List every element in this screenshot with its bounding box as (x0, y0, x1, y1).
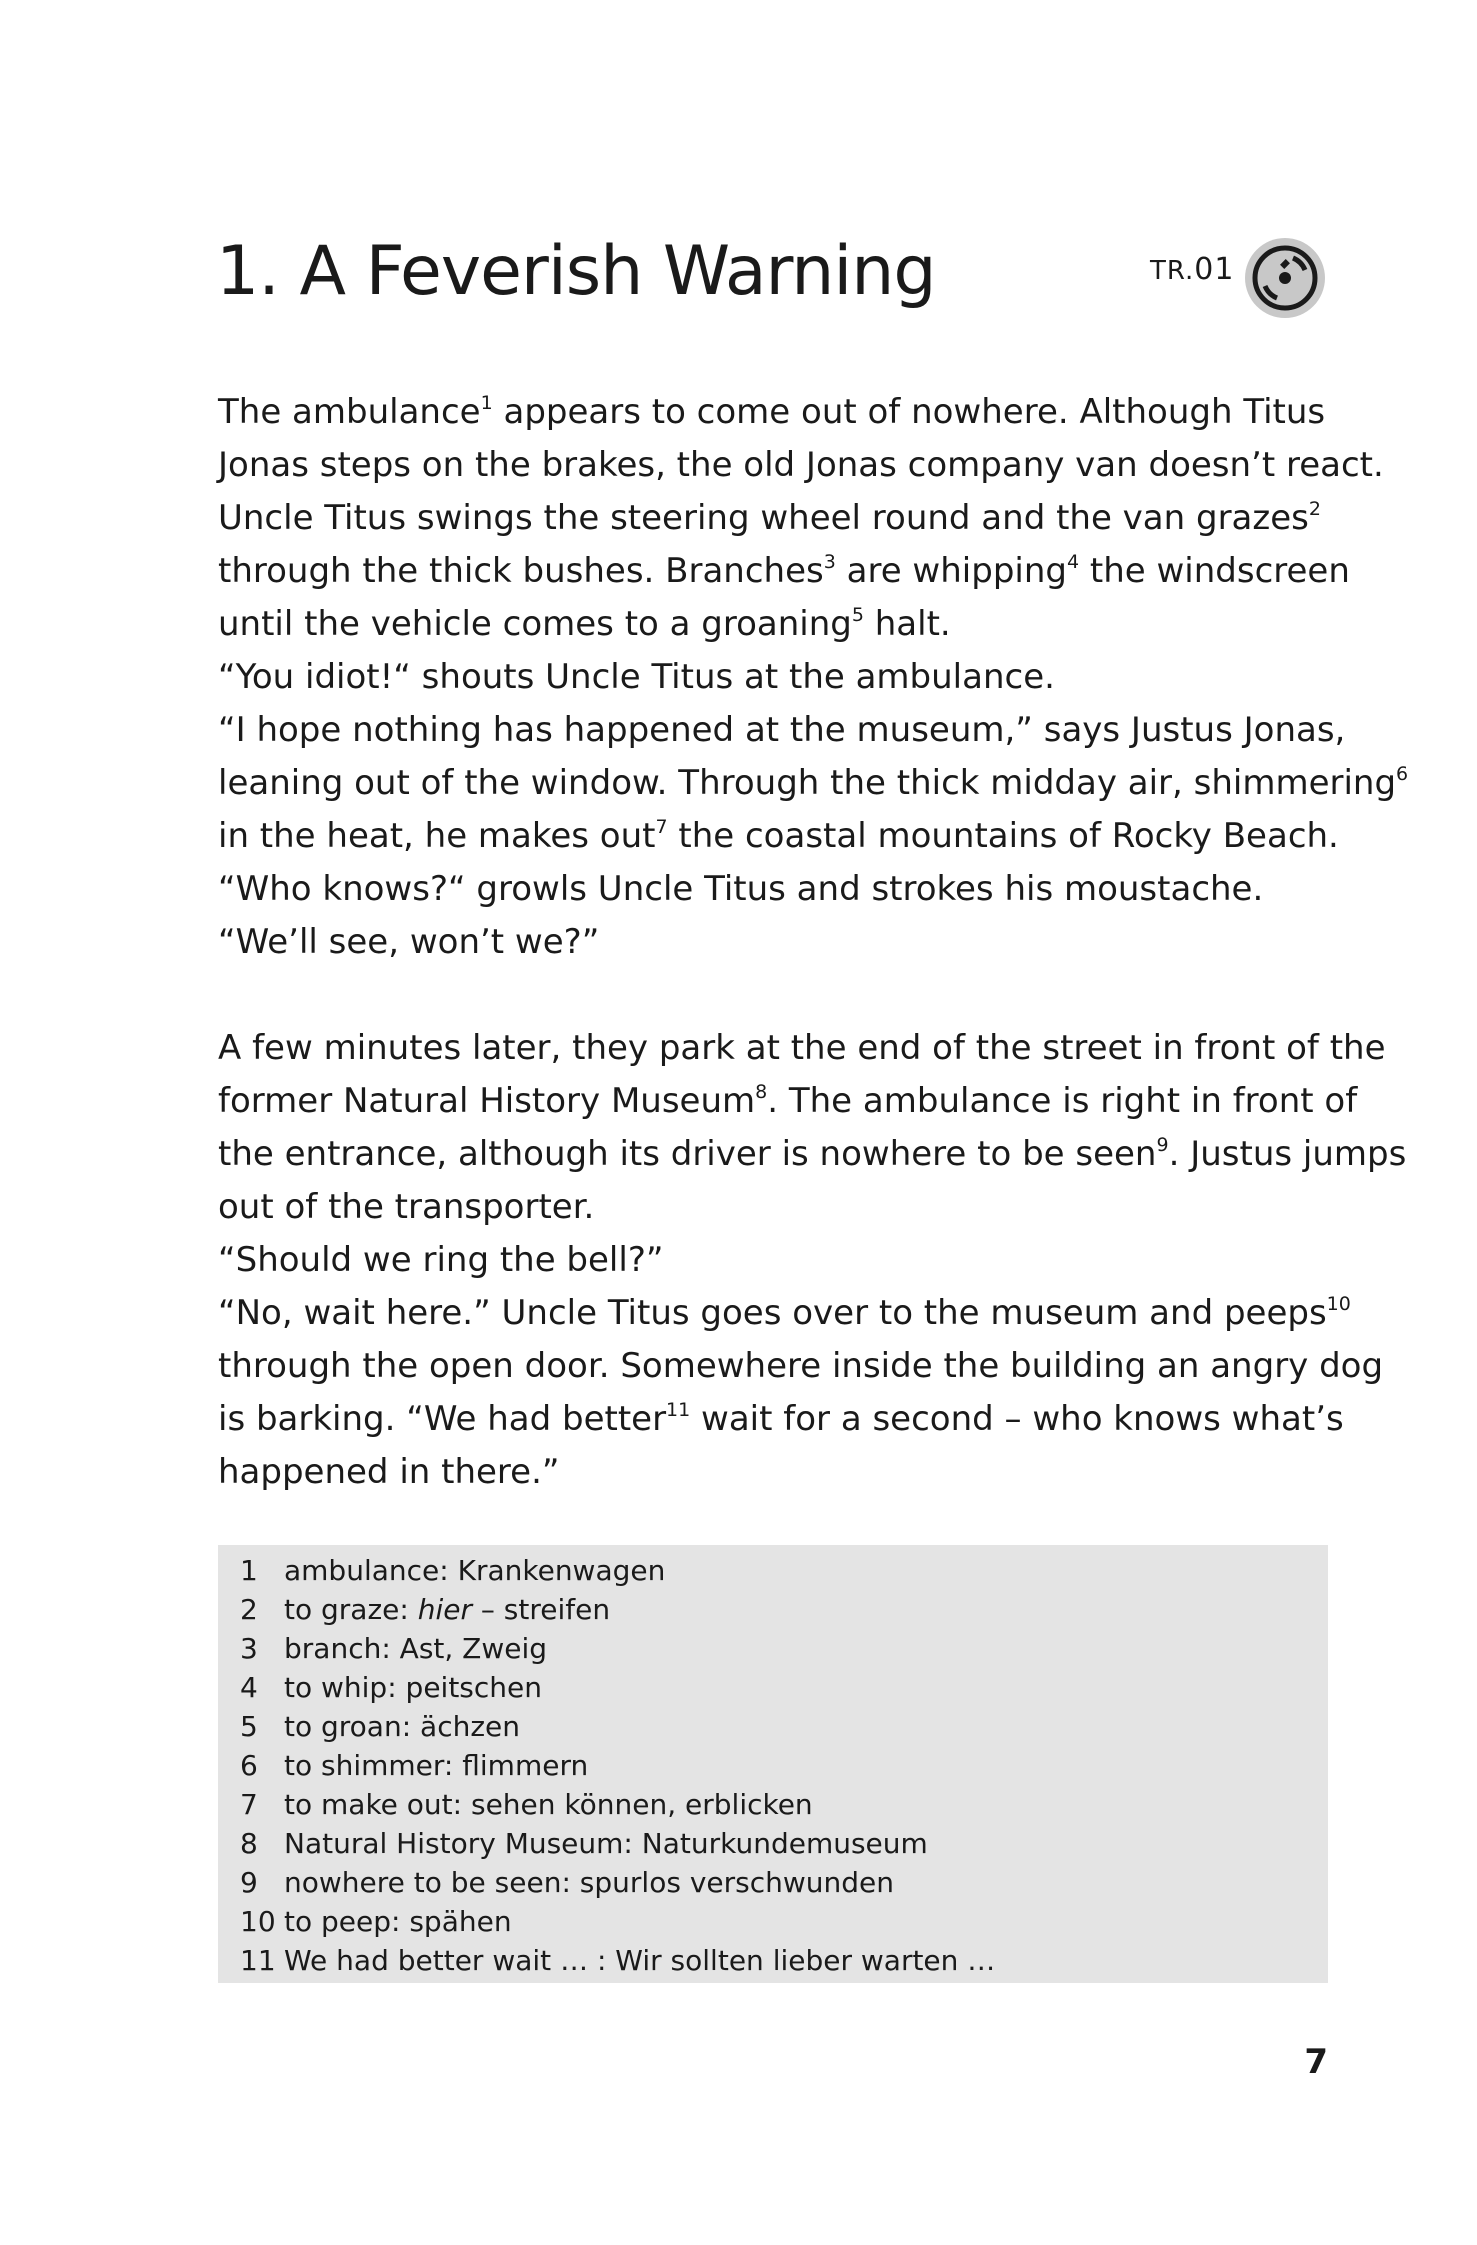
glossary-entry: ambulance: Krankenwagen (284, 1554, 666, 1587)
glossary-entry: We had better wait … : Wir sollten lieber warten … (284, 1944, 996, 1977)
text-line: The ambulance$^1$ appears to come out of nowhere. Although Titus (218, 392, 1326, 432)
glossary-entry: to peep: spähen (284, 1905, 512, 1938)
text-line: Jonas steps on the brakes, the old Jonas company van doesn’t react. (218, 445, 1384, 485)
text-line: in the heat, he makes out$^7$ the coastal mountains of Rocky Beach. (218, 816, 1339, 856)
glossary-item (240, 1863, 1328, 1902)
footnote-ref: 1 (480, 392, 493, 414)
text-line: through the open door. Somewhere inside the building an angry dog (218, 1346, 1384, 1386)
glossary-item (240, 1902, 1328, 1941)
glossary-number: 10 (240, 1905, 276, 1938)
glossary-number: 3 (240, 1632, 258, 1665)
glossary-number: 9 (240, 1866, 258, 1899)
glossary-item (240, 1590, 1328, 1629)
cd-icon (1243, 236, 1327, 320)
glossary-entry: branch: Ast, Zweig (284, 1632, 548, 1665)
text-line: out of the transporter. (218, 1187, 595, 1227)
glossary-item (240, 1668, 1328, 1707)
glossary-number: 7 (240, 1788, 258, 1821)
footnote-ref: 11 (666, 1399, 691, 1421)
text-line: A few minutes later, they park at the end of the street in front of the (218, 1028, 1386, 1068)
text-line: is barking. “We had better$^{11}$ wait for a second – who knows what’s (218, 1399, 1344, 1439)
glossary-entry: Natural History Museum: Naturkundemuseum (284, 1827, 928, 1860)
text-line: happened in there.” (218, 1452, 560, 1492)
text-line: “Should we ring the bell?” (218, 1240, 664, 1280)
glossary-entry: to groan: ächzen (284, 1710, 521, 1743)
glossary-item (240, 1746, 1328, 1785)
track-indicator (1150, 250, 1234, 291)
story-text (218, 386, 1409, 1499)
glossary-number: 8 (240, 1827, 258, 1860)
glossary-item (240, 1941, 1328, 1980)
text-line: “I hope nothing has happened at the museum,” says Justus Jonas, (218, 710, 1346, 750)
text-line: the entrance, although its driver is nowhere to be seen$^9$. Justus jumps (218, 1134, 1407, 1174)
glossary-number: 1 (240, 1554, 258, 1587)
text-line: leaning out of the window. Through the thick midday air, shimmering$^6$ (218, 763, 1409, 803)
footnote-ref: 2 (1308, 498, 1321, 520)
text-line: “Who knows?“ growls Uncle Titus and strokes his moustache. (218, 869, 1264, 909)
text-line: “We’ll see, won’t we?” (218, 922, 600, 962)
glossary-number: 6 (240, 1749, 258, 1782)
track-number: 01 (1194, 252, 1235, 287)
text-line: “No, wait here.” Uncle Titus goes over to the museum and peeps$^{10}$ (218, 1293, 1351, 1333)
footnote-ref: 10 (1326, 1293, 1351, 1315)
glossary-item (240, 1551, 1328, 1590)
track-label: TR. (1150, 256, 1195, 286)
footnote-ref: 3 (823, 551, 836, 573)
page-number: 7 (1304, 2042, 1328, 2082)
glossary-item (240, 1785, 1328, 1824)
text-line: through the thick bushes. Branches$^3$ are whipping$^4$ the windscreen (218, 551, 1350, 591)
glossary-item (240, 1707, 1328, 1746)
text-line: until the vehicle comes to a groaning$^5$ halt. (218, 604, 951, 644)
glossary-number: 4 (240, 1671, 258, 1704)
glossary-italic: hier (417, 1593, 472, 1626)
glossary-entry: nowhere to be seen: spurlos verschwunden (284, 1866, 894, 1899)
text-line: former Natural History Museum$^8$. The ambulance is right in front of (218, 1081, 1358, 1121)
chapter-title: 1. A Feverish Warning (216, 232, 936, 311)
text-line: Uncle Titus swings the steering wheel round and the van grazes$^2$ (218, 498, 1321, 538)
footnote-ref: 8 (755, 1081, 768, 1103)
footnote-ref: 5 (851, 604, 864, 626)
glossary-entry: to shimmer: flimmern (284, 1749, 589, 1782)
glossary-entry: to make out: sehen können, erblicken (284, 1788, 813, 1821)
glossary-item (240, 1629, 1328, 1668)
glossary-item (240, 1824, 1328, 1863)
glossary-number: 5 (240, 1710, 258, 1743)
footnote-ref: 6 (1396, 763, 1409, 785)
footnote-ref: 7 (655, 816, 668, 838)
glossary-box (218, 1545, 1328, 1983)
glossary-number: 2 (240, 1593, 258, 1626)
glossary-entry: to whip: peitschen (284, 1671, 543, 1704)
glossary-number: 11 (240, 1944, 276, 1977)
footnote-ref: 4 (1066, 551, 1080, 573)
glossary-entry: to graze: hier – streifen (284, 1593, 611, 1626)
text-line: “You idiot!“ shouts Uncle Titus at the ambulance. (218, 657, 1055, 697)
footnote-ref: 9 (1156, 1134, 1169, 1156)
